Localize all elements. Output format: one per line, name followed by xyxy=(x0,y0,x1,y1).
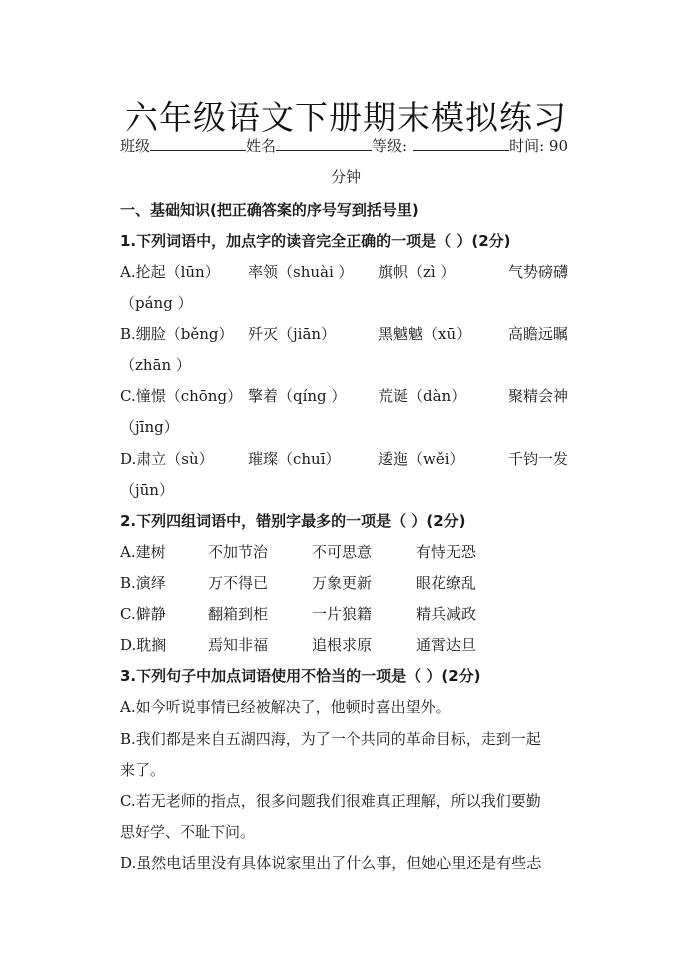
q2-option-b-word3: 万象更新 xyxy=(312,574,373,592)
q1-option-c-word1: C.憧憬（chōng） xyxy=(120,387,243,405)
q1-option-d-word1: D.肃立（sù） xyxy=(120,450,214,468)
q1-option-d-word3: 逶迤（wěi） xyxy=(378,450,465,468)
q1-option-c-word3: 荒诞（dàn） xyxy=(378,387,467,405)
section-heading: 一、基础知识(把正确答案的序号写到括号里) xyxy=(120,201,419,219)
q1-option-a-wrap: （páng ） xyxy=(120,294,193,312)
q1-option-a-word2: 率领（shuài ） xyxy=(248,263,354,281)
q2-option-c-word3: 一片狼籍 xyxy=(312,605,373,623)
q2-option-a-word1: A.建树 xyxy=(120,543,166,561)
q1-option-b-word2: 歼灭（jiān） xyxy=(248,325,337,343)
name-label: 姓名 xyxy=(246,137,277,155)
grade-blank[interactable] xyxy=(413,136,509,151)
name-blank[interactable] xyxy=(276,136,372,151)
class-label: 班级 xyxy=(120,137,151,155)
q1-option-b-word4: 高瞻远瞩 xyxy=(508,325,569,343)
q2-option-b-word1: B.演绎 xyxy=(120,574,166,592)
question-1-stem: 1.下列词语中，加点字的读音完全正确的一项是（ ）(2分) xyxy=(120,232,511,250)
q2-option-c-word2: 翻箱到柜 xyxy=(208,605,269,623)
q3-option-b-line1: B.我们都是来自五湖四海，为了一个共同的革命目标，走到一起 xyxy=(120,730,541,748)
grade-label: 等级: xyxy=(372,137,408,155)
q2-option-d-word2: 焉知非福 xyxy=(208,636,269,654)
q2-option-c-word4: 精兵减政 xyxy=(416,605,477,623)
q1-option-a-word3: 旗帜（zì ） xyxy=(378,263,456,281)
q1-option-d-word2: 璀璨（chuī） xyxy=(248,450,341,468)
q2-option-b-word2: 万不得已 xyxy=(208,574,269,592)
q2-option-a-word2: 不加节治 xyxy=(208,543,269,561)
q3-option-c-line2: 思好学、不耻下问。 xyxy=(120,823,256,841)
time-unit: 分钟 xyxy=(330,168,361,186)
q1-option-c-word4: 聚精会神 xyxy=(508,387,569,405)
page-title: 六年级语文下册期末模拟练习 xyxy=(125,98,567,137)
q3-option-b-line2: 来了。 xyxy=(120,761,166,779)
q1-option-c-wrap: （jīng） xyxy=(120,418,179,436)
q1-option-b-word3: 黑魆魆（xū） xyxy=(378,325,472,343)
question-3-stem: 3.下列句子中加点词语使用不恰当的一项是（ ）(2分) xyxy=(120,667,481,685)
q2-option-a-word3: 不可思意 xyxy=(312,543,373,561)
q2-option-c-word1: C.僻静 xyxy=(120,605,166,623)
q1-option-d-wrap: （jūn） xyxy=(120,481,174,499)
q2-option-d-word3: 追根求原 xyxy=(312,636,373,654)
q3-option-a: A.如今听说事情已经被解决了，他顿时喜出望外。 xyxy=(120,698,451,716)
q1-option-c-word2: 擎着（qíng ） xyxy=(248,387,347,405)
class-blank[interactable] xyxy=(150,136,246,151)
q3-option-c-line1: C.若无老师的指点，很多问题我们很难真正理解，所以我们要勤 xyxy=(120,792,541,810)
q2-option-a-word4: 有恃无恐 xyxy=(416,543,477,561)
q2-option-d-word4: 通霄达旦 xyxy=(416,636,477,654)
time-label: 时间: 90 xyxy=(509,137,569,155)
student-info-row xyxy=(120,135,568,156)
q1-option-a-word4: 气势磅礴 xyxy=(508,263,569,281)
q1-option-b-word1: B.绷脸（běng） xyxy=(120,325,234,343)
q2-option-b-word4: 眼花缭乱 xyxy=(416,574,477,592)
q2-option-d-word1: D.耽搁 xyxy=(120,636,167,654)
q3-option-d-line1: D.虽然电话里没有具体说家里出了什么事，但她心里还是有些忐 xyxy=(120,854,542,872)
q1-option-b-wrap: （zhān ） xyxy=(120,356,191,374)
q1-option-a-word1: A.抡起（lūn） xyxy=(120,263,220,281)
q1-option-d-word4: 千钧一发 xyxy=(508,450,569,468)
question-2-stem: 2.下列四组词语中，错别字最多的一项是（ ）(2分) xyxy=(120,512,466,530)
